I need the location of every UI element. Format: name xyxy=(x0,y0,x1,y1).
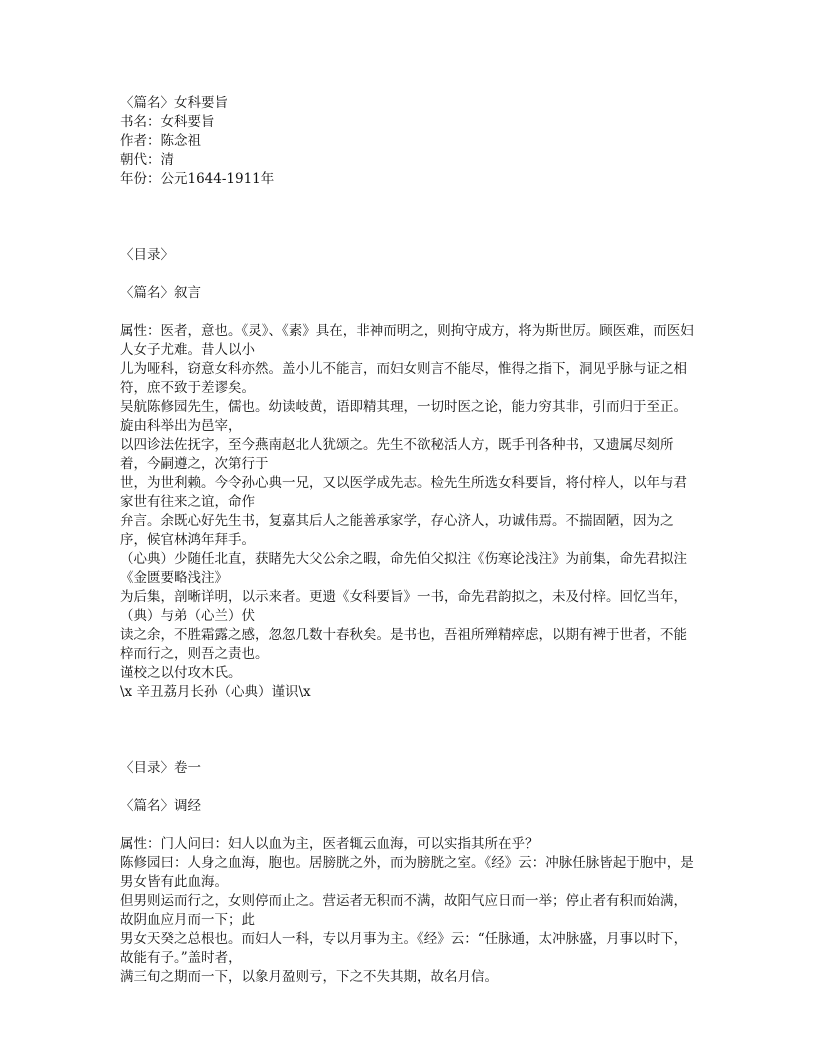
body-line: 属性：门人问曰：妇人以血为主，医者辄云血海，可以实指其所在乎？ xyxy=(120,836,539,852)
nian-fen-line: 年份：公元1644-1911年 xyxy=(120,171,275,187)
section-title: 〈篇名〉叙言 xyxy=(120,285,201,301)
body-line: 以四诊法佐抚字，至今燕南赵北人犹颂之。先生不欲秘活人方，既手刊各种书，又遗属尽刻所着，今嗣遵之，次第行于 xyxy=(120,437,674,472)
spacer xyxy=(120,778,698,797)
body-line: 谨校之以付攻木氏。 xyxy=(120,665,242,681)
pian-ming-line: 〈篇名〉女科要旨 xyxy=(120,95,228,111)
body-line: 弁言。余既心好先生书，复嘉其后人之能善承家学，存心济人，功诚伟焉。不揣固陋，因为之序，候官林鸿年拜手。 xyxy=(120,513,674,548)
body-line: 男女天癸之总根也。而妇人一科，专以月事为主。《经》云：“任脉通，太冲脉盛，月事以时下，故能有子。”盖时者， xyxy=(120,931,688,966)
body-line: 世，为世利赖。今令孙心典一兄，又以医学成先志。检先生所选女科要旨，将付梓人，以年与君家世有往来之谊，命作 xyxy=(120,475,687,510)
body-line: 满三旬之期而一下，以象月盈则亏，下之不失其期，故名月信。 xyxy=(120,969,498,985)
spacer xyxy=(120,702,698,759)
section-body xyxy=(120,835,698,987)
toc-section-preface xyxy=(120,246,698,702)
zuo-zhe-line: 作者：陈念祖 xyxy=(120,133,201,149)
toc-section-chapter-1 xyxy=(120,759,698,987)
spacer xyxy=(120,265,698,284)
body-line: （心典）少随任北直，获睹先大父公余之暇，命先伯父拟注《伤寒论浅注》为前集，命先君拟注《金匮要略浅注》 xyxy=(120,551,687,586)
spacer xyxy=(120,189,698,246)
section-title: 〈篇名〉调经 xyxy=(120,798,201,814)
body-line: 儿为哑科，窃意女科亦然。盖小儿不能言，而妇女则言不能尽，惟得之指下，洞见乎脉与证之相符，庶不致于差谬矣。 xyxy=(120,361,687,396)
body-line: \x 辛丑荔月长孙（心典）谨识\x xyxy=(120,684,311,700)
spacer xyxy=(120,816,698,835)
toc-heading: 〈目录〉 xyxy=(120,247,174,263)
spacer xyxy=(120,303,698,322)
body-line: 但男则运而行之，女则停而止之。营运者无积而不满，故阳气应日而一举；停止者有积而始满，故阴血应月而一下；此 xyxy=(120,893,687,928)
metadata-block xyxy=(120,94,698,189)
body-line: 为后集，剖晰详明，以示来者。更遗《女科要旨》一书，命先君韵拟之，未及付梓。回忆当年，（典）与弟（心兰）伏 xyxy=(120,589,687,624)
document-page xyxy=(120,94,698,987)
section-body xyxy=(120,322,698,702)
toc-heading: 〈目录〉卷一 xyxy=(120,760,201,776)
body-line: 陈修园曰：人身之血海，胞也。居膀胱之外，而为膀胱之室。《经》云：冲脉任脉皆起于胞中，是男女皆有此血海。 xyxy=(120,855,694,890)
body-line: 吴航陈修园先生，儒也。幼读岐黄，语即精其理，一切时医之论，能力穷其非，引而归于至正。旋由科举出为邑宰， xyxy=(120,399,687,434)
chao-dai-line: 朝代：清 xyxy=(120,152,174,168)
shu-ming-line: 书名：女科要旨 xyxy=(120,114,215,130)
body-line: 读之余，不胜霜露之感，忽忽几数十春秋矣。是书也，吾祖所殚精瘁虑，以期有裨于世者，不能梓而行之，则吾之责也。 xyxy=(120,627,687,662)
body-line: 属性：医者，意也。《灵》、《素》具在，非神而明之，则拘守成方，将为斯世厉。顾医难，而医妇人女子尤难。昔人以小 xyxy=(120,323,694,358)
